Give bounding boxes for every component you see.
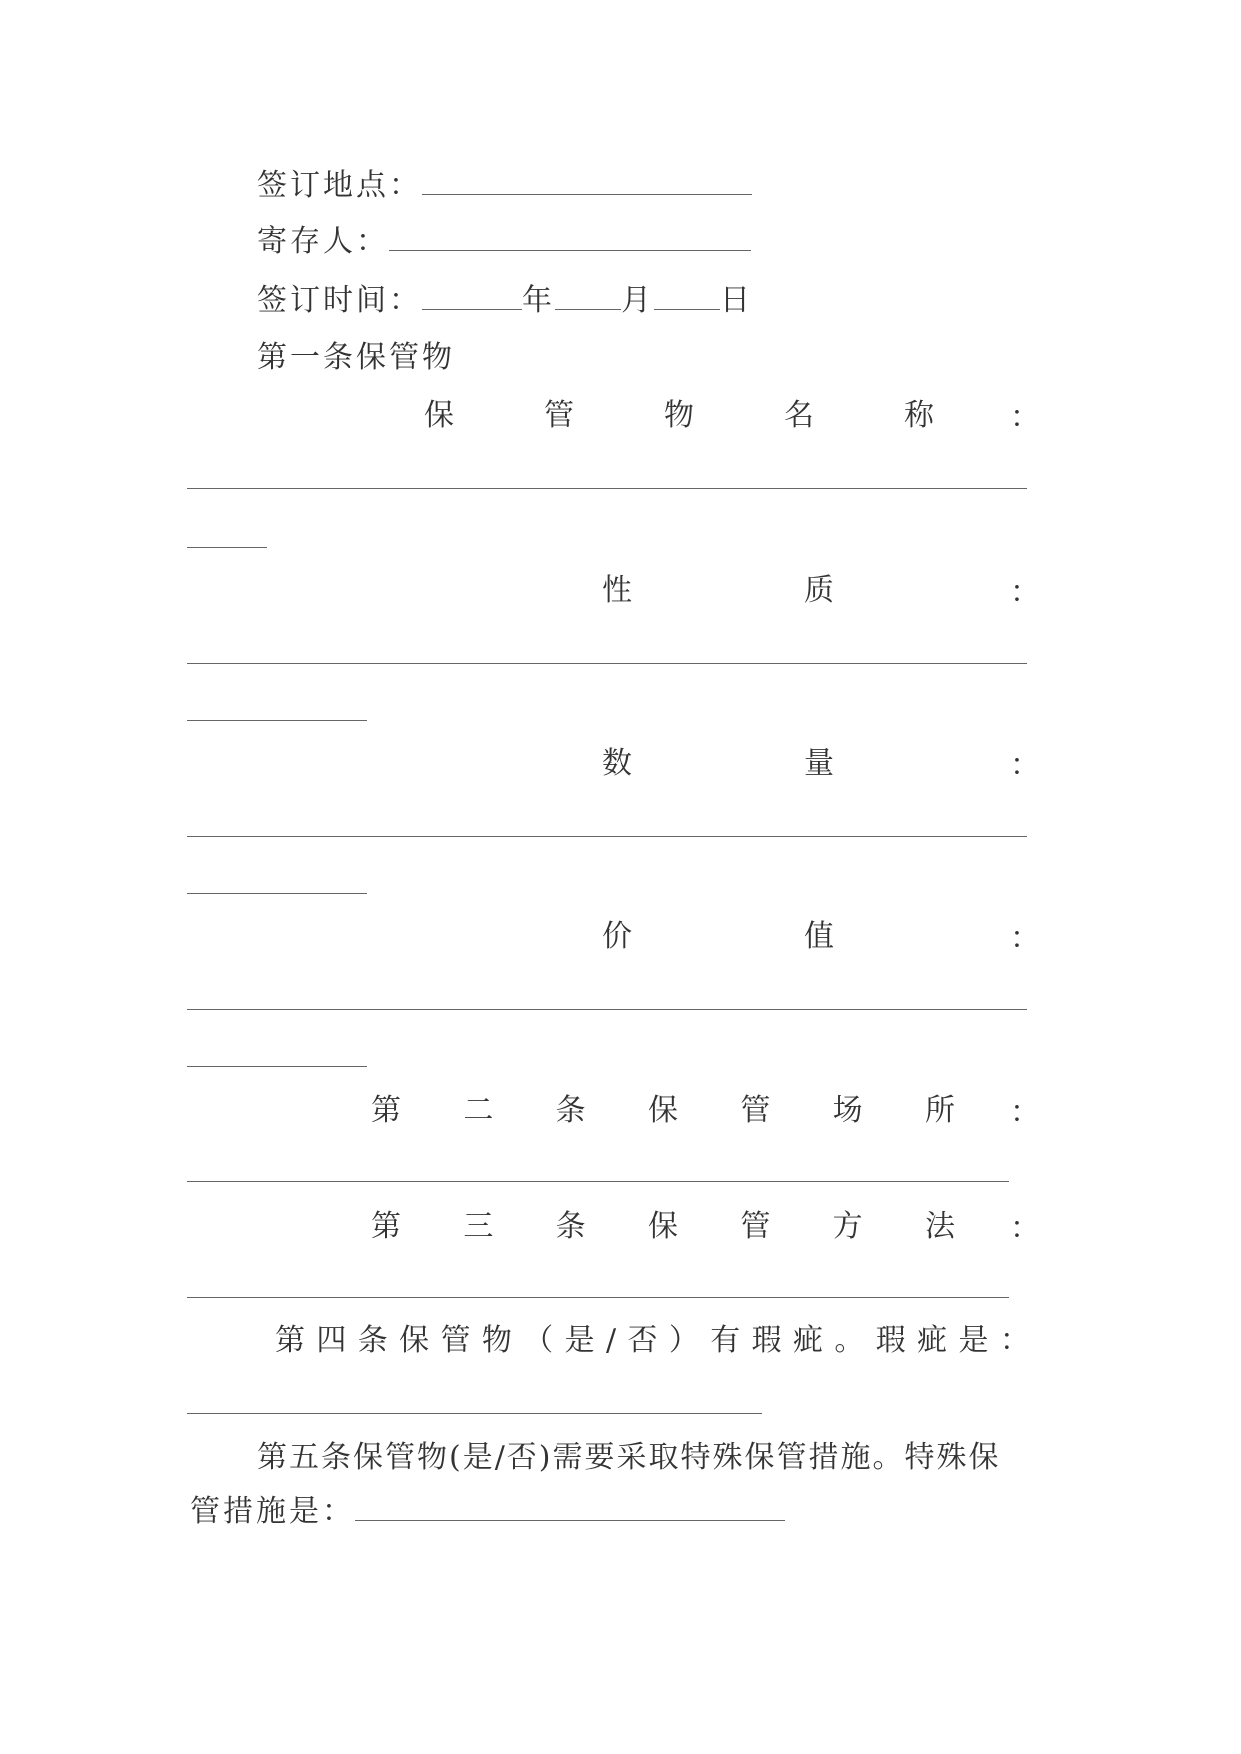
article2-label <box>371 1091 955 1131</box>
item-value-blank-end[interactable] <box>187 1066 367 1067</box>
text-char: 疵 <box>917 1323 948 1358</box>
text-char: / <box>606 1323 617 1358</box>
text-char: ： <box>999 1323 1030 1358</box>
label-char: 保 <box>647 1209 678 1244</box>
label-char: 三 <box>463 1209 494 1244</box>
text-char: 管 <box>440 1323 471 1358</box>
item-nature-colon: ： <box>1010 575 1040 610</box>
day-blank[interactable] <box>654 287 720 310</box>
label-char: 名 <box>784 398 814 433</box>
label-char: 条 <box>555 1209 586 1244</box>
text-char: 条 <box>357 1323 388 1358</box>
label-char: 价 <box>602 919 632 954</box>
item-quantity-label <box>602 744 834 784</box>
label-char: 称 <box>904 398 934 433</box>
signing-date-line <box>257 281 753 321</box>
text-char: 是 <box>958 1323 989 1358</box>
label-char: 管 <box>740 1209 771 1244</box>
year-blank[interactable] <box>422 287 522 310</box>
text-char: 瑕 <box>875 1323 906 1358</box>
month-label: 月 <box>621 283 654 318</box>
text-char: 保 <box>399 1323 430 1358</box>
text-char: 有 <box>710 1323 741 1358</box>
signing-place-label: 签订地点： <box>257 168 422 203</box>
label-char: 法 <box>924 1209 955 1244</box>
depositor-blank[interactable] <box>389 228 751 251</box>
special-measures-blank[interactable] <box>355 1498 785 1521</box>
label-char: 量 <box>804 746 834 781</box>
text-char: 否 <box>627 1323 658 1358</box>
defect-blank[interactable] <box>187 1413 762 1414</box>
text-char: 物 <box>481 1323 512 1358</box>
text-char: 疵 <box>792 1323 823 1358</box>
item-nature-label <box>602 571 834 611</box>
label-char: 保 <box>424 398 454 433</box>
text-char: 四 <box>316 1323 347 1358</box>
depositor-label: 寄存人： <box>257 224 389 259</box>
label-char: 场 <box>832 1093 863 1128</box>
label-char: 性 <box>602 573 632 608</box>
text-char: ） <box>668 1323 699 1358</box>
text-char: 瑕 <box>751 1323 782 1358</box>
text-char: （ <box>523 1323 554 1358</box>
article3-colon: ： <box>1010 1211 1040 1246</box>
article3-label <box>371 1207 955 1247</box>
item-value-label <box>602 917 834 957</box>
item-quantity-colon: ： <box>1010 748 1040 783</box>
text-char: 是 <box>564 1323 595 1358</box>
article1-title: 第一条保管物 <box>257 340 455 375</box>
article2-colon: ： <box>1010 1095 1040 1130</box>
label-char: 第 <box>371 1209 401 1244</box>
article5-line2 <box>190 1492 785 1532</box>
signing-date-label: 签订时间： <box>257 283 422 318</box>
label-char: 质 <box>804 573 834 608</box>
item-value-blank[interactable] <box>187 1009 1027 1010</box>
label-char: 管 <box>740 1093 771 1128</box>
item-value-colon: ： <box>1010 921 1040 956</box>
item-nature-blank[interactable] <box>187 663 1027 664</box>
item-quantity-blank-end[interactable] <box>187 893 367 894</box>
item-name-blank[interactable] <box>187 488 1027 489</box>
depositor-line <box>257 222 751 262</box>
special-measures-label: 管措施是： <box>190 1494 355 1529</box>
item-name-blank-end[interactable] <box>187 547 267 548</box>
item-nature-blank-end[interactable] <box>187 720 367 721</box>
item-name-label <box>424 396 934 436</box>
label-char: 方 <box>832 1209 863 1244</box>
label-char: 值 <box>804 919 834 954</box>
day-label: 日 <box>720 283 753 318</box>
item-name-colon: ： <box>1010 400 1040 435</box>
label-char: 保 <box>647 1093 678 1128</box>
text-char: 。 <box>834 1323 865 1358</box>
signing-place-blank[interactable] <box>422 172 752 195</box>
label-char: 管 <box>544 398 574 433</box>
signing-place-line <box>257 166 752 206</box>
label-char: 条 <box>555 1093 586 1128</box>
label-char: 物 <box>664 398 694 433</box>
article5-line1: 第五条保管物(是/否)需要采取特殊保管措施。特殊保 <box>257 1440 1001 1475</box>
month-blank[interactable] <box>555 287 621 310</box>
storage-place-blank[interactable] <box>187 1181 1009 1182</box>
label-char: 二 <box>463 1093 494 1128</box>
article4-text <box>275 1321 1030 1361</box>
label-char: 所 <box>924 1093 955 1128</box>
label-char: 数 <box>602 746 632 781</box>
text-char: 第 <box>275 1323 305 1358</box>
storage-method-blank[interactable] <box>187 1297 1009 1298</box>
item-quantity-blank[interactable] <box>187 836 1027 837</box>
label-char: 第 <box>371 1093 401 1128</box>
year-label: 年 <box>522 283 555 318</box>
